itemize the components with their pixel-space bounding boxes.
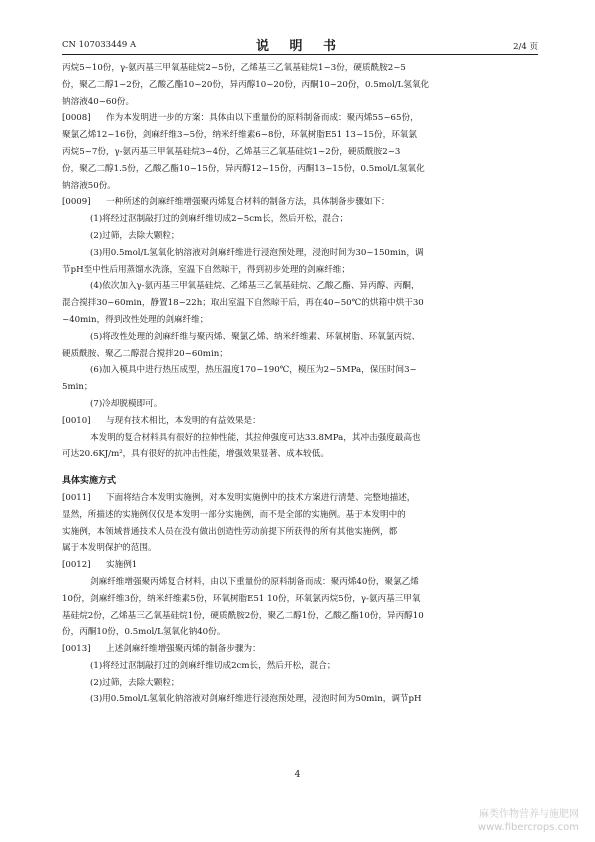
- paragraph-0011-first-line: [62, 490, 538, 507]
- step-line-continued: 混合搅拌30~60min，静置18~22h；取出室温下自然晾干后，再在40~50℃的烘箱中烘干30: [62, 298, 424, 309]
- paragraph-number: [0012]: [62, 560, 91, 571]
- watermark-line: 麻类作物营养与施肥网: [479, 809, 579, 820]
- paragraph-number: [0013]: [62, 644, 91, 655]
- page-indicator: 2/4 页: [513, 42, 538, 52]
- step-line-continued: 节pH至中性后用蒸馏水洗涤，室温下自然晾干，得到初步处理的剑麻纤维；: [62, 264, 350, 275]
- step-line: (3)用0.5mol/L氢氧化钠溶液对剑麻纤维进行浸泡预处理，浸泡时间为30~150min，调: [90, 247, 424, 258]
- document-body: [62, 60, 538, 708]
- step-line: (4)依次加入γ-氨丙基三甲氧基硅烷、乙烯基三乙氧基硅烷、乙酸乙酯、异丙醇、丙酮，: [90, 281, 420, 292]
- text-line: 丙烷5~7份，γ-氨丙基三甲氧基硅烷3~4份，乙烯基三乙氧基硅烷1~2份，硬质酰胺2~3: [62, 146, 401, 157]
- page-header: [62, 34, 538, 55]
- paragraph-number: [0010]: [62, 415, 91, 426]
- step-line: (6)加入模具中进行热压成型，热压温度170~190℃，模压为2~5MPa，保压时间3~: [90, 365, 417, 376]
- step-line: (1)将经过沤制敲打过的剑麻纤维切成2cm长，然后开松，混合；: [90, 660, 336, 671]
- text-span: 一种所述的剑麻纤维增强聚丙烯复合材料的制备方法，具体制备步骤如下：: [106, 197, 390, 208]
- text-line: 基硅烷2份，乙烯基三乙氧基硅烷1份，硬质酰胺2份，聚乙二醇1份，乙酸乙酯10份，异丙醇10: [62, 610, 424, 621]
- paragraph-0013-first-line: [62, 641, 538, 658]
- text-line: 属于本发明保护的范围。: [62, 543, 157, 554]
- text-span: 与现有技术相比，本发明的有益效果是：: [106, 415, 261, 426]
- text-line: 实施例，本领域普通技术人员在没有做出创造性劳动前提下所获得的所有其他实施例，都: [62, 526, 398, 537]
- step-line-continued: 硬质酰胺、聚乙二醇混合搅拌20~60min；: [62, 348, 228, 359]
- step-line-continued: 5min；: [62, 382, 93, 393]
- text-line: 份，聚乙二醇1.5份，乙酸乙酯10~15份，异丙醇12~15份，丙酮13~15份，0.5mol/L氢氧化: [62, 163, 425, 174]
- step-line: (1)将经过沤制敲打过的剑麻纤维切成2~5cm长，然后开松，混合；: [90, 214, 349, 225]
- text-span: 下面将结合本发明实施例，对本发明实施例中的技术方案进行清楚、完整地描述，: [106, 492, 416, 503]
- text-line: 本发明的复合材料具有很好的拉伸性能，其拉伸强度可达33.8MPa，其冲击强度最高也: [90, 432, 421, 443]
- step-line: (5)将改性处理的剑麻纤维与聚丙烯、聚氯乙烯、纳米纤维素、环氧树脂、环氧氯丙烷、: [90, 331, 421, 342]
- paragraph-0009-first-line: [62, 194, 538, 211]
- text-line: 显然，所描述的实施例仅仅是本发明一部分实施例，而不是全部的实施例。基于本发明中的: [62, 509, 406, 520]
- step-line: (7)冷却脱模即可。: [90, 398, 163, 409]
- text-line: 10份，剑麻纤维3份，纳米纤维素5份，环氧树脂E51 10份，环氧氯丙烷5份，γ-氨丙基三甲氧: [62, 593, 421, 604]
- step-line: (2)过筛，去除大颗粒；: [90, 677, 180, 688]
- paragraph-number: [0009]: [62, 197, 91, 208]
- text-line: 钠溶液40~60份。: [62, 96, 135, 107]
- example-title: 实施例1: [106, 560, 138, 571]
- text-line: 剑麻纤维增强聚丙烯复合材料，由以下重量份的原料制备而成：聚丙烯40份，聚氯乙烯: [90, 576, 419, 587]
- watermark-line: www.fibercrops.com: [477, 822, 579, 833]
- patent-number: CN 107033449 A: [62, 40, 137, 50]
- paragraph-number: [0008]: [62, 113, 91, 124]
- text-line: 可达20.6KJ/m²，具有很好的抗冲击性能，增强效果显著、成本较低。: [62, 449, 329, 460]
- text-line: 份，丙酮10份，0.5mol/L氢氧化钠40份。: [62, 627, 226, 638]
- page-number: 4: [294, 770, 301, 780]
- paragraph-0010-first-line: [62, 413, 538, 430]
- step-line-continued: ~40min，得到改性处理的剑麻纤维；: [62, 314, 209, 325]
- text-line: 聚氯乙烯12~16份，剑麻纤维3~5份，纳米纤维素6~8份，环氧树脂E51 13~15份，环氧氯: [62, 130, 417, 141]
- paragraph-number: [0011]: [62, 492, 91, 503]
- document-title: 说 明 书: [255, 39, 345, 54]
- step-line: (3)用0.5mol/L氢氧化钠溶液对剑麻纤维进行浸泡预处理，浸泡时间为50min，调节pH: [90, 694, 422, 705]
- paragraph-0012-first-line: [62, 557, 538, 574]
- paragraph-0008-first-line: [62, 110, 538, 127]
- text-line: 钠溶液50份。: [62, 180, 116, 191]
- section-title: 具体实施方式: [62, 476, 117, 487]
- text-span: 上述剑麻纤维增强聚丙烯的制备步骤为：: [106, 644, 261, 655]
- text-line: 份，聚乙二醇1~2份，乙酸乙酯10~20份，异丙醇10~20份，丙酮10~20份，0.5mol/L氢氧化: [62, 79, 430, 90]
- text-line: 丙烷5~10份，γ-氨丙基三甲氧基硅烷2~5份，乙烯基三乙氧基硅烷1~3份，硬质酰胺2~5: [62, 63, 406, 73]
- step-line: (2)过筛，去除大颗粒；: [90, 230, 180, 241]
- text-span: 作为本发明进一步的方案：具体由以下重量份的原料制备而成：聚丙烯55~65份，: [106, 113, 419, 124]
- watermark: [478, 808, 579, 834]
